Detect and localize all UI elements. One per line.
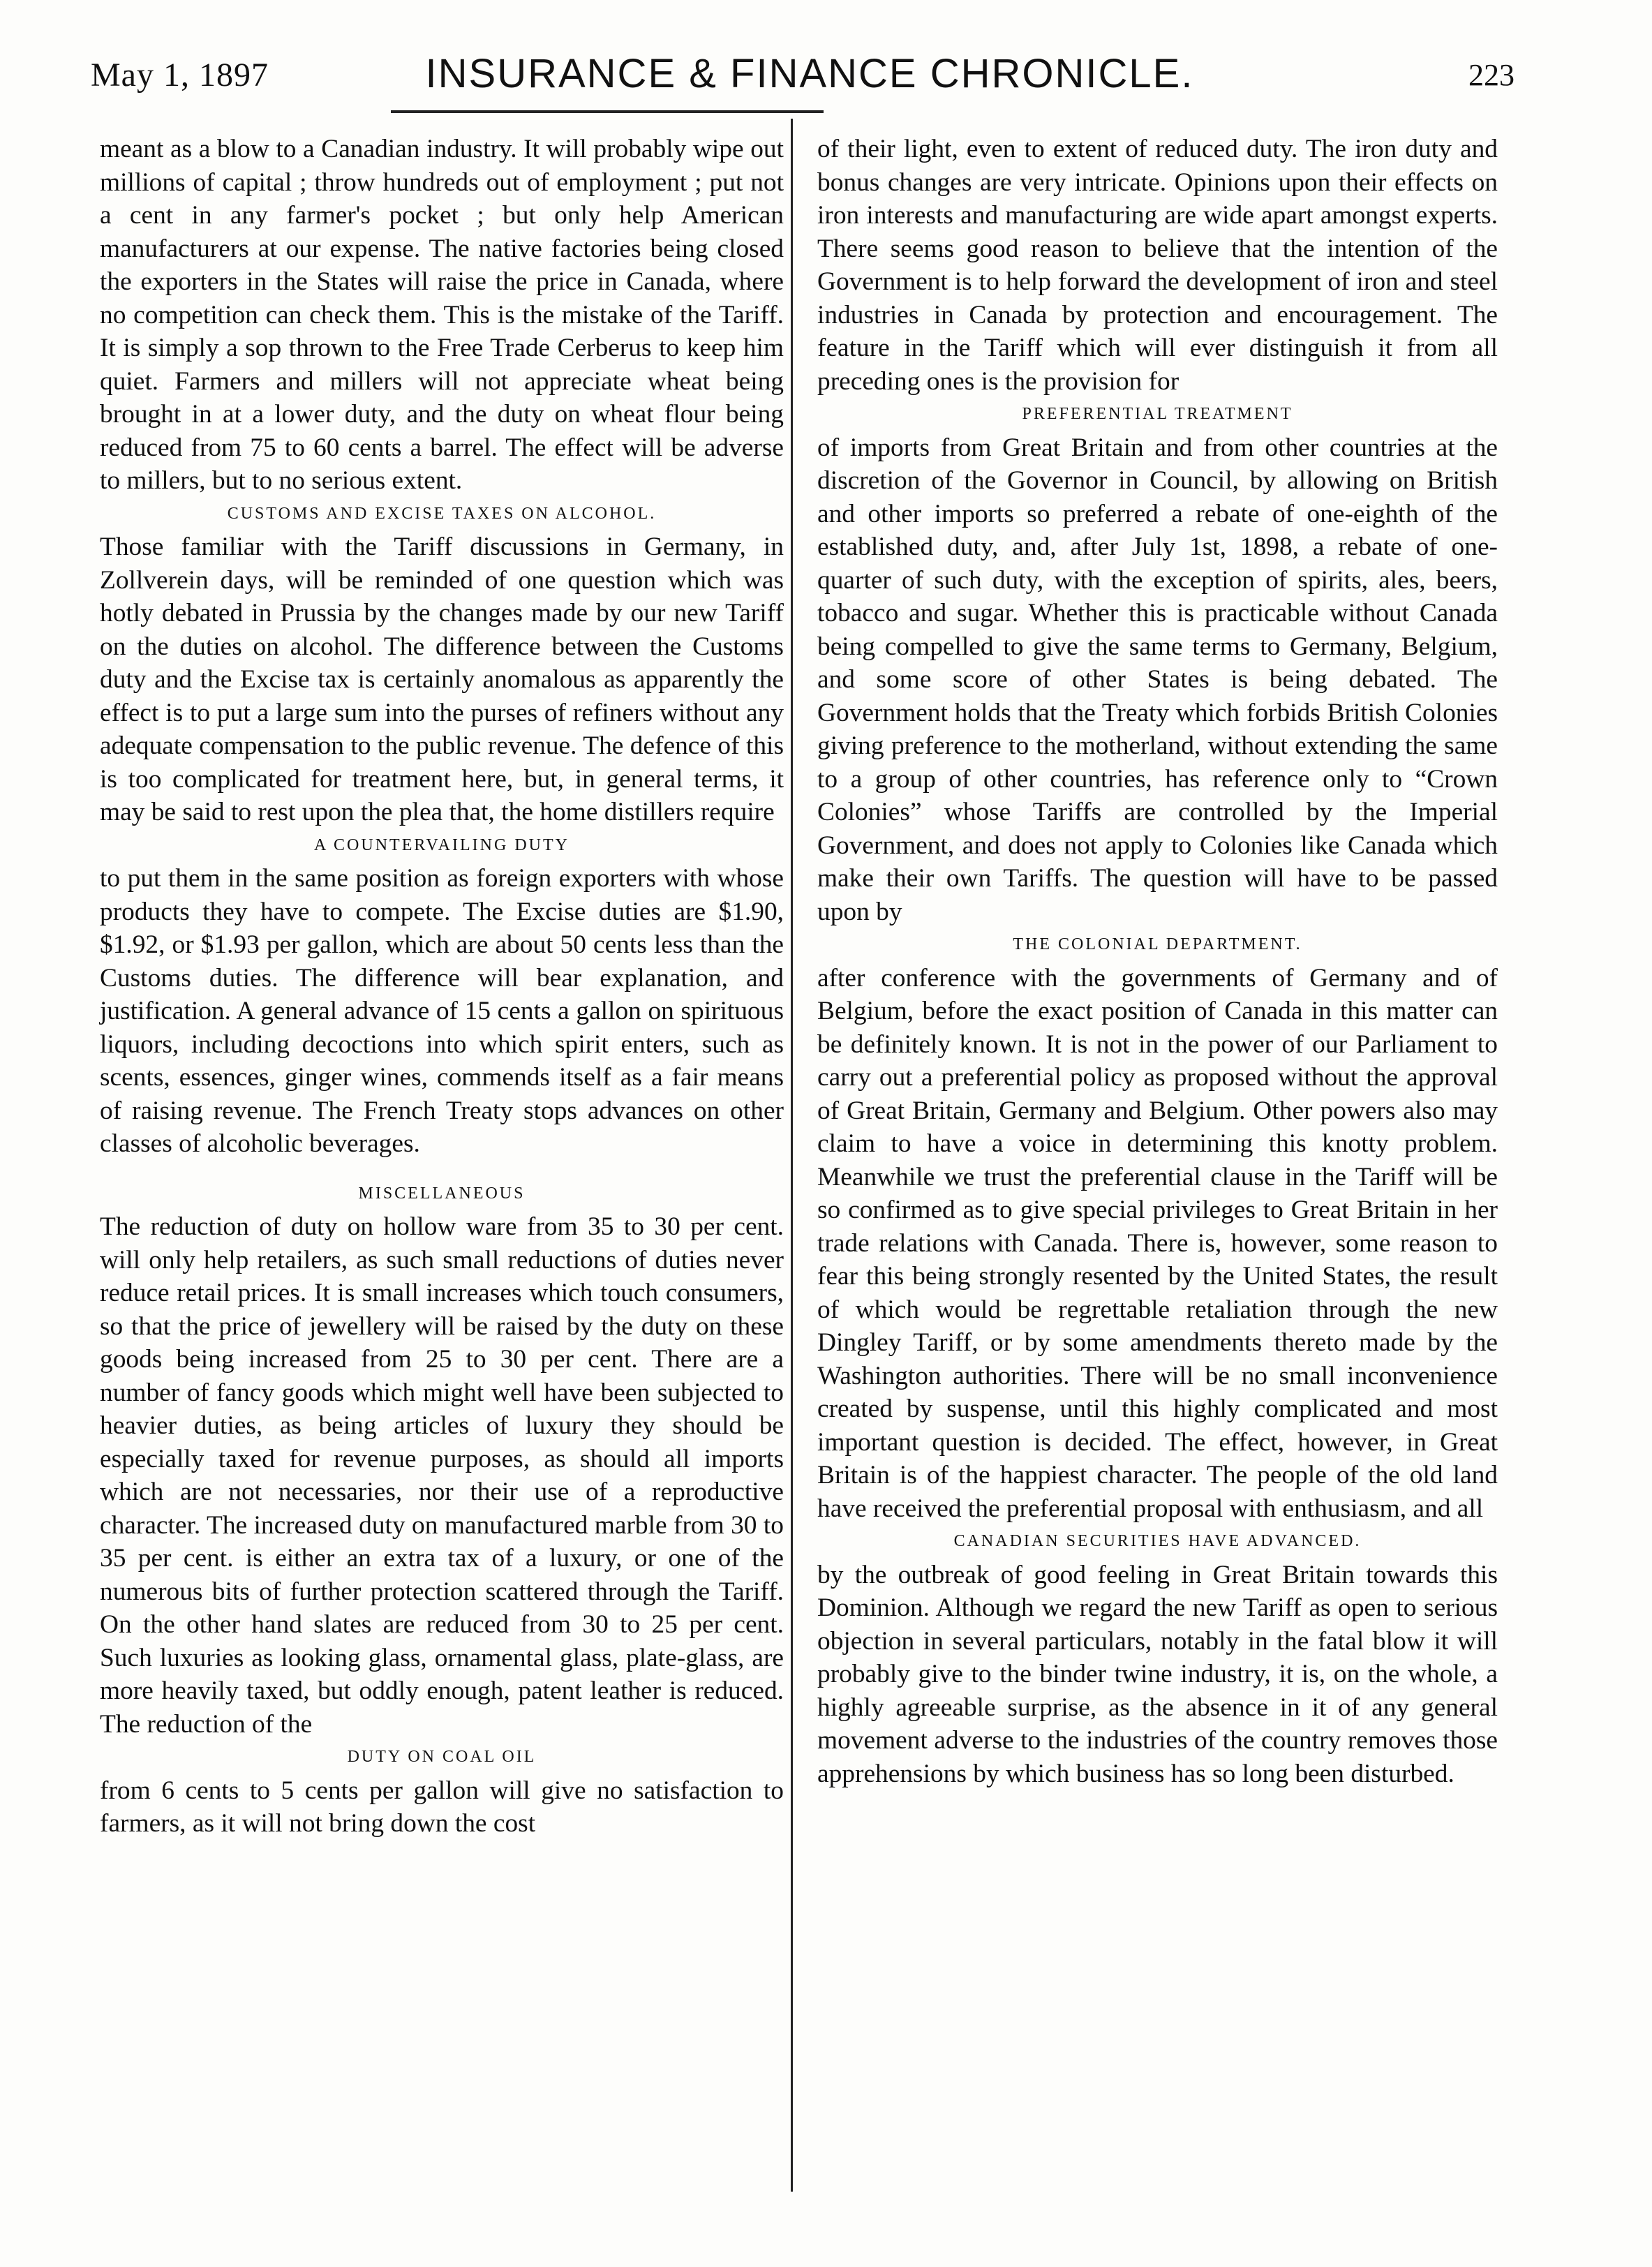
header-rule [391, 110, 824, 113]
issue-date: May 1, 1897 [91, 57, 269, 94]
section-heading: THE COLONIAL DEPARTMENT. [1013, 935, 1302, 953]
paragraph: from 6 cents to 5 cents per gallon will give no satisfaction to farmers, as it will not bring down the cost [100, 1776, 784, 1838]
page-number: 223 [1468, 58, 1515, 92]
section-heading: CANADIAN SECURITIES HAVE ADVANCED. [953, 1532, 1362, 1550]
paragraph: The reduction of duty on hollow ware from 35 to 30 per cent. will only help retailers, as such small reductions of duties never reduce retail prices. It is small increases which touch consumers, so that the price of jewellery will be raised by the duty on these goods being increased from 25 to 30 per cent. There are a number of fancy goods which might well have been subjected to heavier duties, as being articles of luxury they should be especially taxed for revenue purposes, as should all imports which are not necessaries, nor their use of a reproductive character. The increased duty on manufactured marble from 30 to 35 per cent. is either an extra tax of a luxury, or one of the numerous bits of further protection scattered through the Tariff. On the other hand slates are reduced from 30 to 25 per cent. Such luxuries as looking glass, ornamental glass, plate-glass, are more heavily taxed, but oddly enough, patent leather is reduced. The reduction of the [100, 1212, 784, 1739]
section-heading: PREFERENTIAL TREATMENT [1022, 405, 1293, 423]
paragraph: of imports from Great Britain and from other countries at the discretion of the Governor in Council, by allowing on British and other imports so preferred a rebate of one-eighth of the established duty, and, after July 1st, 1898, a rebate of one-quarter of such duty, with the exception of spirits, ales, beers, tobacco and sugar. Whether this is practicable without Canada being compelled to give the same terms to Germany, Belgium, and some score of other States is being debated. The Government holds that the Treaty which forbids British Colonies giving preference to the motherland, without extending the same to a group of other countries, has reference only to “Crown Colonies” whose Tariffs are controlled by the Imperial Government, and does not apply to Colonies like Canada which make their own Tariffs. The question will have to be passed upon by [817, 433, 1498, 926]
section-heading: DUTY ON COAL OIL [347, 1748, 537, 1766]
paragraph: after conference with the governments of Germany and of Belgium, before the exact position of Canada in this matter can be definitely known. It is not in the power of our Parliament to carry out a preferential policy as proposed without the approval of Great Britain, Germany and Belgium. Other powers also may claim to have a voice in determining this knotty problem. Meanwhile we trust the preferential clause in the Tariff will be so confirmed as to give special privileges to Great Britain in her trade relations with Canada. There is, however, some reason to fear this being strongly resented by the United States, the result of which would be regrettable retaliation through the new Dingley Tariff, or by some amendments thereto made by the Washington authorities. There will be no small inconvenience created by suspense, until this highly complicated and most important question is decided. The effect, however, in Great Britain is of the happiest character. The people of the old land have received the preferential proposal with enthusiasm, and all [817, 963, 1498, 1523]
page-header [84, 50, 1535, 113]
paragraph: of their light, even to extent of reduced duty. The iron duty and bonus changes are very intricate. Opinions upon their effects on iron interests and manufacturing are wide apart amongst experts. There seems good reason to believe that the intention of the Government is to help forward the development of iron and steel industries in Canada by protection and encouragement. The feature in the Tariff which will ever distinguish it from all preceding ones is the provision for [817, 135, 1498, 396]
column-divider [791, 119, 793, 2192]
section-heading: MISCELLANEOUS [358, 1184, 526, 1203]
section-heading: A COUNTERVAILING DUTY [314, 835, 570, 854]
right-column [817, 133, 1498, 1790]
paragraph: by the outbreak of good feeling in Great Britain towards this Dominion. Although we regard the new Tariff as open to serious objection in several particulars, notably in the fatal blow it will probably give to the binder twine industry, it is, on the whole, a highly agreeable surprise, as the absence in it of any general movement adverse to the industries of the country removes those apprehensions by which business has so long been disturbed. [817, 1560, 1498, 1788]
paragraph: meant as a blow to a Canadian industry. It will probably wipe out millions of capital ; throw hundreds out of employment ; put not a cent in any farmer's pocket ; but only help American manufacturers at our expense. The native factories being closed the exporters in the States will raise the price in Canada, where no competition can check them. This is the mistake of the Tariff. It is simply a sop thrown to the Free Trade Cerberus to keep him quiet. Farmers and millers will not appreciate wheat being brought in at a lower duty, and the duty on wheat flour being reduced from 75 to 60 cents a barrel. The effect will be adverse to millers, but to no serious extent. [100, 135, 784, 495]
paragraph: Those familiar with the Tariff discussions in Germany, in Zollverein days, will be reminded of one question which was hotly debated in Prussia by the changes made by our new Tariff on the duties on alcohol. The difference between the Customs duty and the Excise tax is certainly anomalous as apparently the effect is to put a large sum into the purses of refiners without any adequate compensation to the public revenue. The defence of this is too complicated for treatment here, but, in general terms, it may be said to rest upon the plea that, the home distillers require [100, 533, 784, 826]
publication-title: INSURANCE & FINANCE CHRONICLE. [425, 51, 1194, 96]
paragraph: to put them in the same position as foreign exporters with whose products they have to compete. The Excise duties are $1.90, $1.92, or $1.93 per gallon, which are about 50 cents less than the Customs duties. The difference will bear explanation, and justification. A general advance of 15 cents a gallon on spirituous liquors, including decoctions into which spirit enters, such as scents, essences, ginger wines, commends itself as a fair means of raising revenue. The French Treaty stops advances on other classes of alcoholic beverages. [100, 864, 784, 1158]
left-column [100, 133, 784, 1841]
section-heading: CUSTOMS AND EXCISE TAXES ON ALCOHOL. [227, 504, 657, 523]
